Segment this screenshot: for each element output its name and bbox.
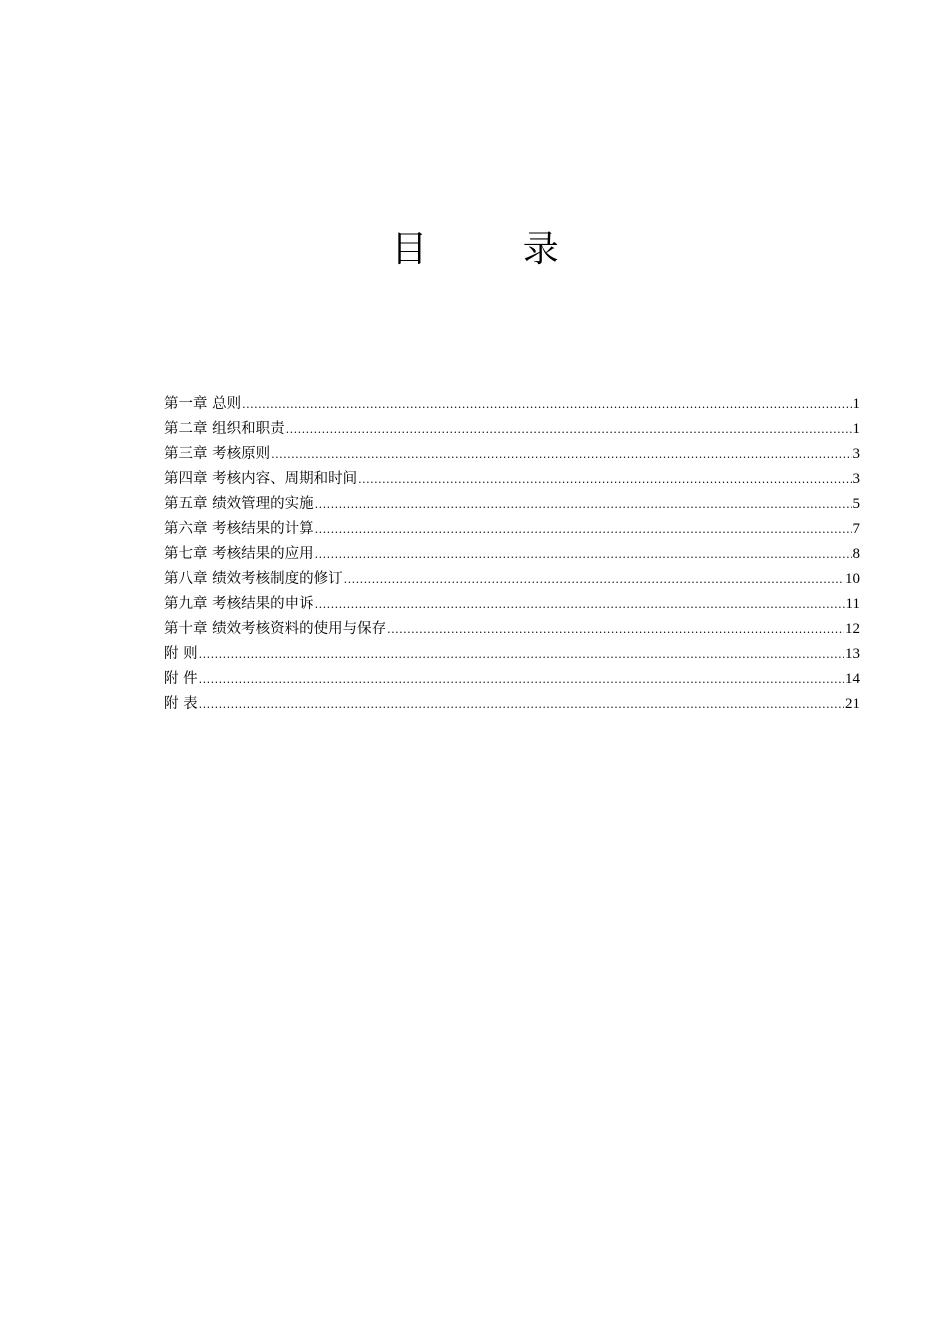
toc-entry-page: 1 (852, 421, 860, 437)
toc-entry[interactable] (164, 692, 860, 717)
toc-entry-page: 5 (852, 496, 860, 512)
toc-dot-leader (286, 417, 852, 442)
toc-entry-page: 3 (852, 446, 860, 462)
toc-entry-label: 第十章 绩效考核资料的使用与保存 (164, 621, 387, 637)
toc-entry[interactable] (164, 492, 860, 517)
toc-entry-label: 第三章 考核原则 (164, 446, 271, 462)
toc-dot-leader (387, 617, 844, 642)
toc-entry[interactable] (164, 417, 860, 442)
toc-entry[interactable] (164, 392, 860, 417)
toc-entry[interactable] (164, 592, 860, 617)
toc-entry-page: 11 (845, 596, 860, 612)
toc-dot-leader (242, 392, 851, 417)
toc-entry[interactable] (164, 442, 860, 467)
toc-dot-leader (199, 692, 844, 717)
toc-entry-page: 14 (845, 671, 860, 687)
toc-entry-page: 8 (852, 546, 860, 562)
toc-entry-label: 第六章 考核结果的计算 (164, 521, 314, 537)
toc-entry-page: 12 (845, 621, 860, 637)
toc-entry-page: 21 (845, 696, 860, 712)
toc-entry[interactable] (164, 467, 860, 492)
toc-dot-leader (199, 642, 844, 667)
table-of-contents (164, 392, 860, 717)
toc-entry-page: 7 (852, 521, 860, 537)
toc-dot-leader (315, 492, 852, 517)
toc-entry-page: 13 (845, 646, 860, 662)
toc-entry-label: 第二章 组织和职责 (164, 421, 285, 437)
toc-entry[interactable] (164, 542, 860, 567)
toc-entry-label: 第七章 考核结果的应用 (164, 546, 314, 562)
toc-entry[interactable] (164, 517, 860, 542)
toc-entry-label: 附 则 (164, 646, 198, 662)
toc-entry[interactable] (164, 567, 860, 592)
toc-dot-leader (315, 517, 852, 542)
toc-dot-leader (271, 442, 851, 467)
toc-entry-page: 1 (852, 396, 860, 412)
toc-entry-label: 第一章 总则 (164, 396, 242, 412)
toc-entry-label: 第五章 绩效管理的实施 (164, 496, 314, 512)
toc-entry-page: 3 (852, 471, 860, 487)
toc-entry-page: 10 (845, 571, 860, 587)
toc-entry[interactable] (164, 667, 860, 692)
toc-entry-label: 附 表 (164, 696, 198, 712)
toc-dot-leader (344, 567, 844, 592)
toc-entry-label: 第八章 绩效考核制度的修订 (164, 571, 343, 587)
toc-entry-label: 第九章 考核结果的申诉 (164, 596, 314, 612)
toc-dot-leader (199, 667, 844, 692)
toc-dot-leader (315, 542, 852, 567)
toc-dot-leader (315, 592, 845, 617)
toc-entry[interactable] (164, 617, 860, 642)
toc-entry-label: 附 件 (164, 671, 198, 687)
toc-entry-label: 第四章 考核内容、周期和时间 (164, 471, 358, 487)
toc-title: 目 录 (391, 229, 601, 270)
toc-dot-leader (358, 467, 851, 492)
toc-entry[interactable] (164, 642, 860, 667)
